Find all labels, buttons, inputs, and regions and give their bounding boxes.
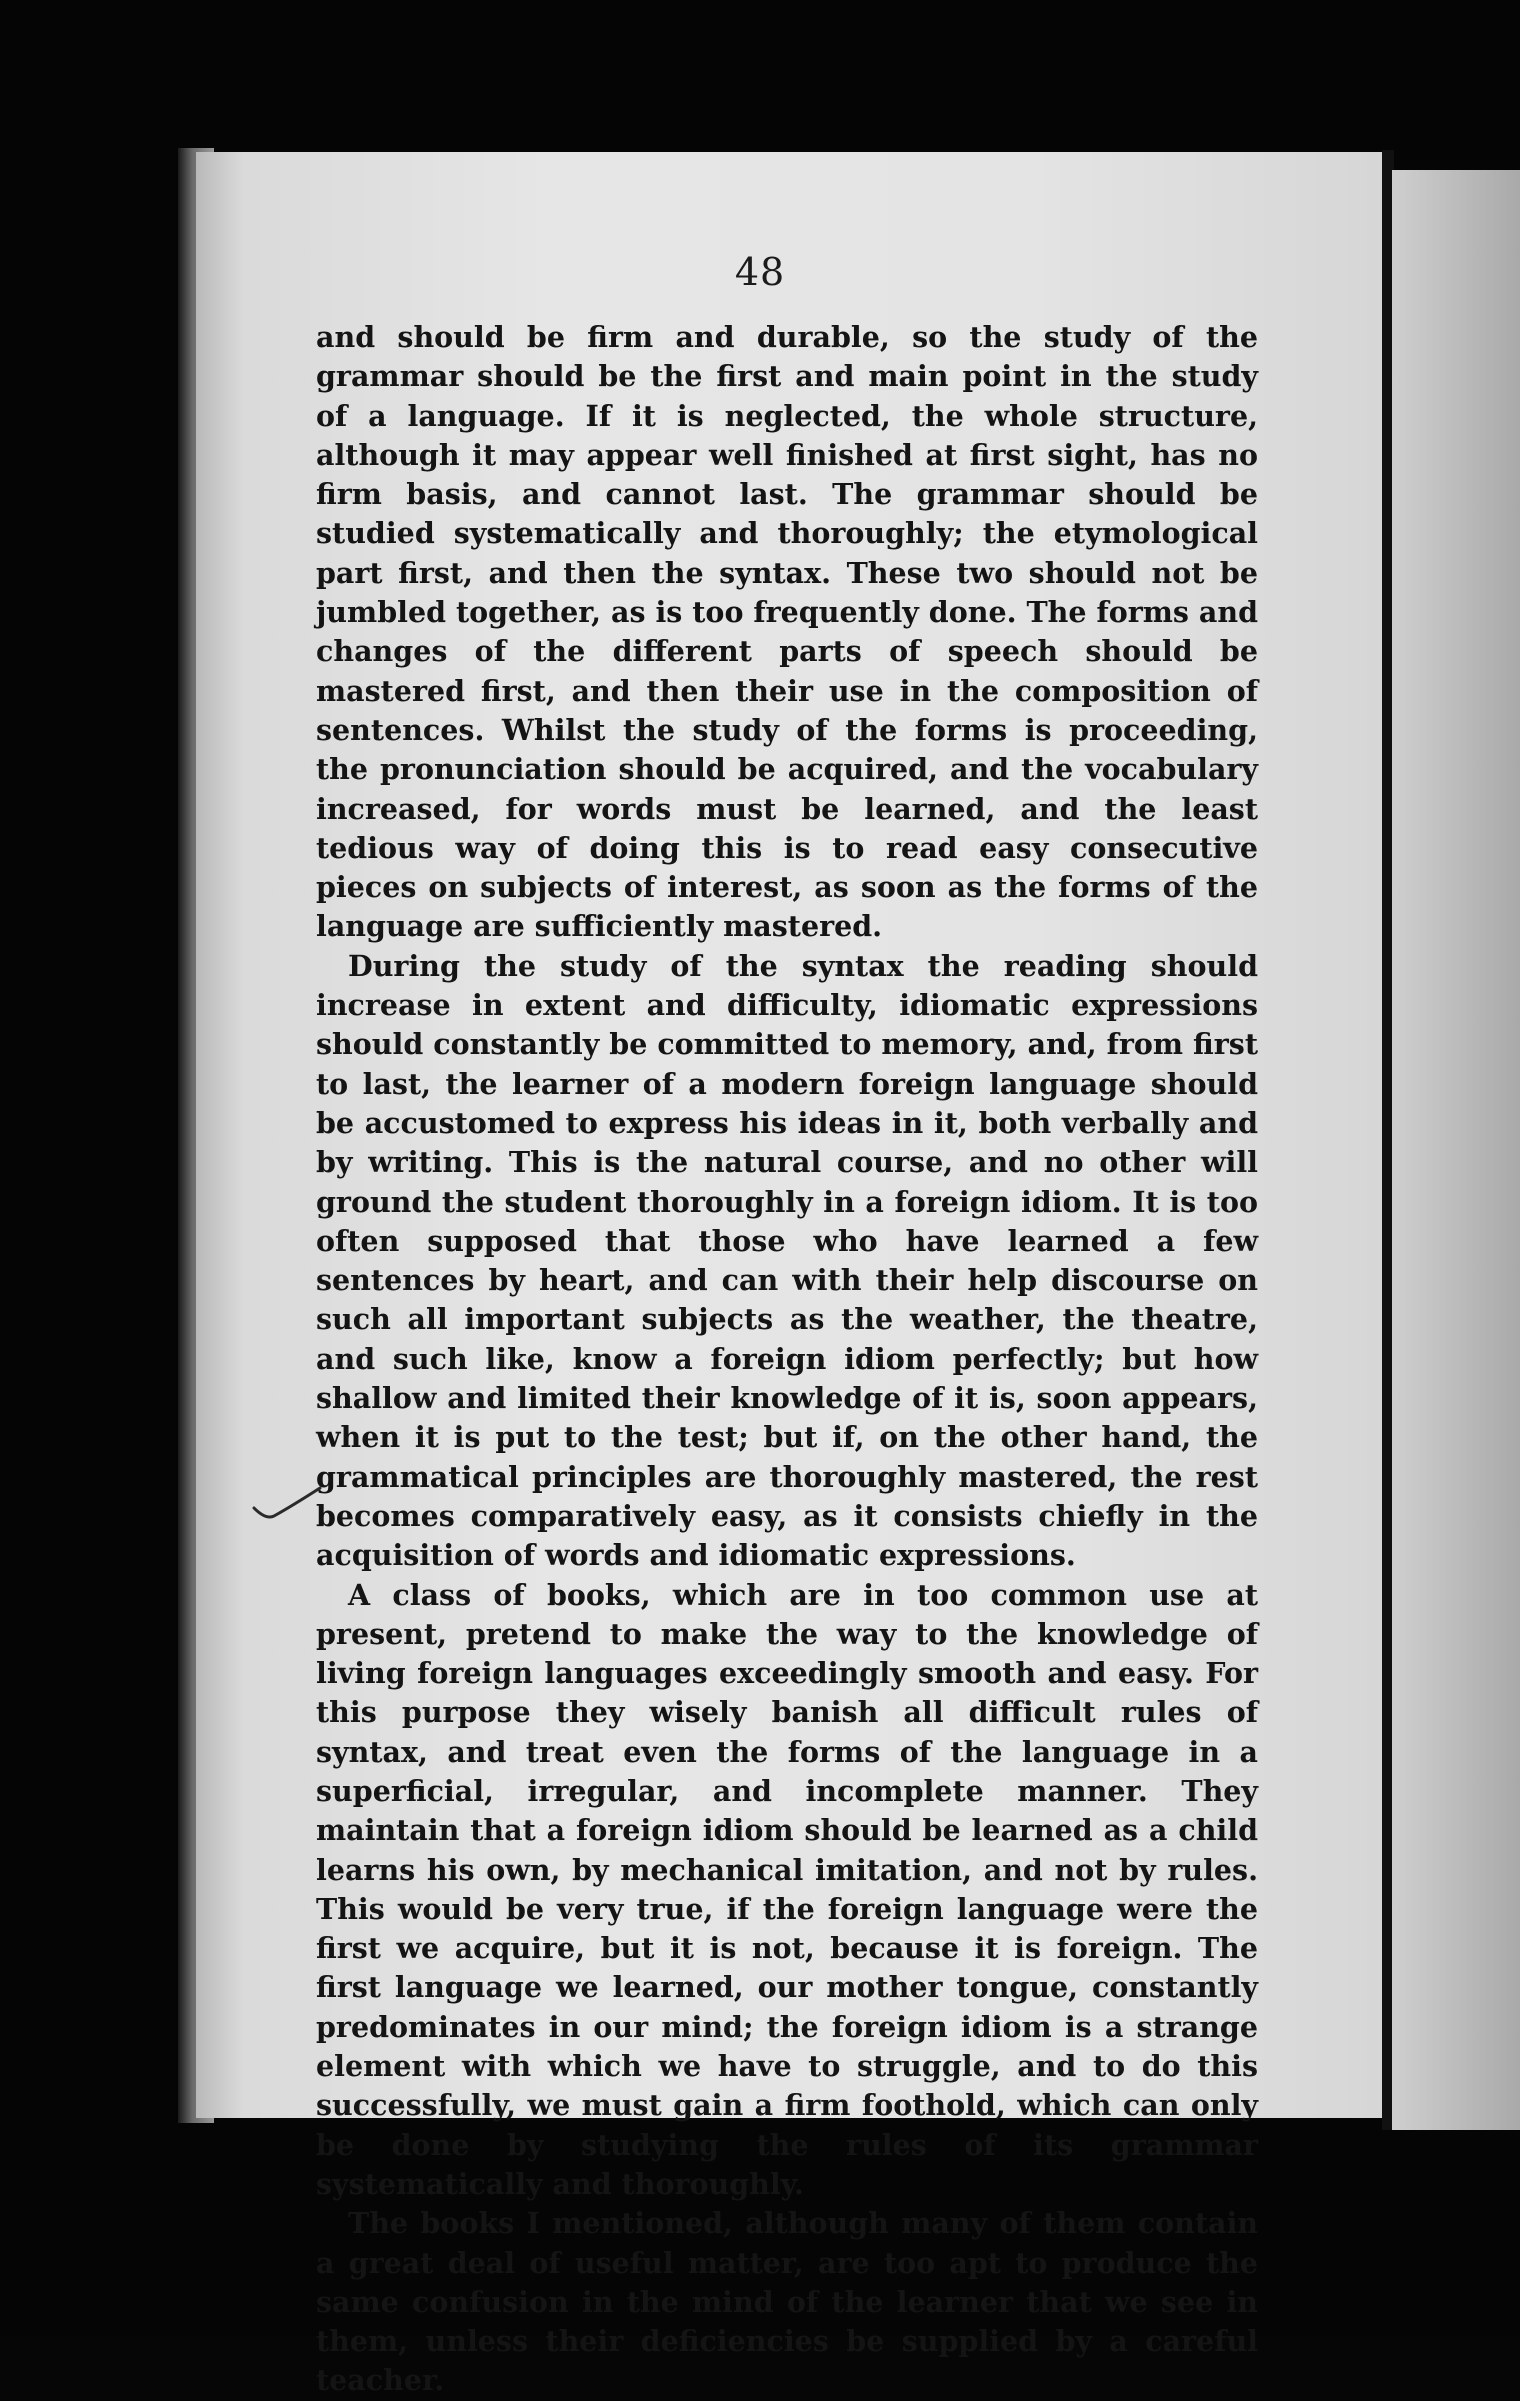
paragraph-4: The books I mentioned, although many of them contain a great deal of useful matter, are too apt to produce the same confusion in the mind of the learner that we see in them, unless their deficiencies be supplied by a careful teacher. [316, 2206, 1258, 2398]
paragraph-1: and should be firm and durable, so the study of the grammar should be the first and main point in the study of a language. If it is neglected, the whole structure, although it may appear well finished at first sight, has no firm basis, and cannot last. The grammar should be studied systematically and thoroughly; the etymological part first, and then the syntax. These two should not be jumbled together, as is too frequently done. The forms and changes of the different parts of speech should be mastered first, and then their use in the composition of sentences. Whilst the study of the forms is proceeding, the pronunciation should be acquired, and the vocabulary increased, for words must be learned, and the least tedious way of doing this is to read easy consecutive pieces on subjects of interest, as soon as the forms of the language are sufficiently mastered. [316, 320, 1258, 944]
page-number: 48 [734, 250, 786, 294]
margin-tick-mark [252, 1486, 324, 1526]
body-text [316, 318, 1258, 2401]
facing-page-strip [1392, 170, 1520, 2130]
paragraph-2: During the study of the syntax the reading should increase in extent and difficulty, idiomatic expressions should constantly be committed to memory, and, from first to last, the learner of a modern foreign language should be accustomed to express his ideas in it, both verbally and by writing. This is the natural course, and no other will ground the student thoroughly in a foreign idiom. It is too often supposed that those who have learned a few sentences by heart, and can with their help discourse on such all important subjects as the weather, the theatre, and such like, know a foreign idiom perfectly; but how shallow and limited their knowledge of it is, soon appears, when it is put to the test; but if, on the other hand, the grammatical principles are thoroughly mastered, the rest becomes comparatively easy, as it consists chiefly in the acquisition of words and idiomatic expressions. [316, 948, 1258, 1573]
paragraph-3: A class of books, which are in too common use at present, pretend to make the way to the knowledge of living foreign languages exceedingly smooth and easy. For this purpose they wisely banish all difficult rules of syntax, and treat even the forms of the language in a superficial, irregular, and incomplete manner. They maintain that a foreign idiom should be learned as a child learns his own, by mechanical imitation, and not by rules. This would be very true, if the foreign language were the first we acquire, but it is not, because it is foreign. The first language we learned, our mother tongue, constantly predominates in our mind; the foreign idiom is a strange element with which we have to struggle, and to do this successfully, we must gain a firm foothold, which can only be done by studying the rules of its grammar systematically and thoroughly. [316, 1577, 1258, 2201]
